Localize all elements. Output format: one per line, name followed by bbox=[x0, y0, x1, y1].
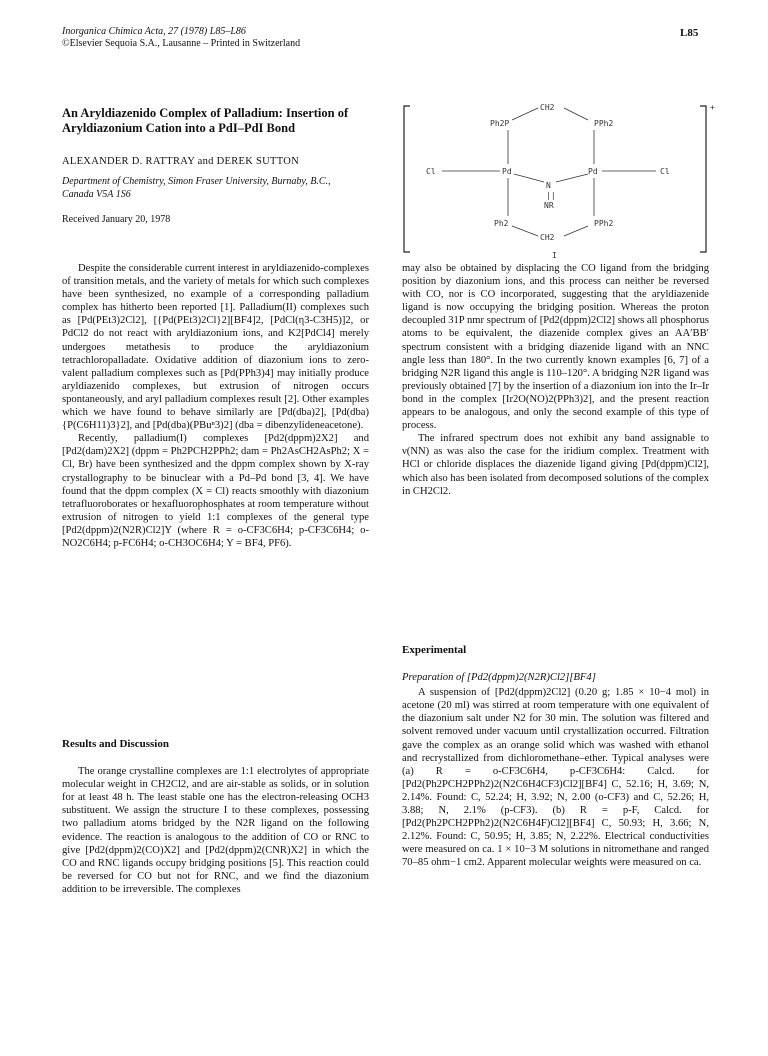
nr-label: NR bbox=[544, 201, 554, 210]
ph2-bottom-left-label: Ph2 bbox=[494, 219, 509, 228]
preparation-heading: Preparation of [Pd2(dppm)2(N2R)Cl2][BF4] bbox=[402, 672, 596, 684]
publisher-line: ©Elsevier Sequoia S.A., Lausanne – Printed in Switzerland bbox=[62, 38, 301, 49]
intro-column bbox=[62, 262, 369, 550]
cl-left-label: Cl bbox=[426, 167, 436, 176]
pph2-top-right-label: PPh2 bbox=[594, 119, 614, 128]
received-date: Received January 20, 1978 bbox=[62, 214, 171, 225]
pd-left-label: Pd bbox=[502, 167, 512, 176]
article-title: An Aryldiazenido Complex of Palladium: Insertion of Aryldiazonium Cation into a PdI–PdI Bond bbox=[62, 106, 349, 135]
experimental-paragraph: A suspension of [Pd2(dppm)2Cl2] (0.20 g; 1.85 × 10−4 mol) in acetone (20 ml) was stirred at room temperature with one equivalent of the diazonium salt under N2 for 30 min. The solution was filtered and solvent removed under vacuum until crystallization occurred. Filtration gave the complex as an orange solid which was washed with ethanol and recrystallized from dichloromethane–ether. Typical analyses were (a) R = o-CF3C6H4, p-CF3C6H4: Calcd. for [Pd2(Ph2PCH2PPh2)2(N2C6H4CF3)Cl2][BF4] C, 52.16; H, 3.69; N, 2.14%. Found: C, 52.24; H, 3.92; N, 2.00 (o-CF3) and C, 52.26; H, 3.88; N, 2.1% (p-CF3). (b) R = p-F, Calcd. for [Pd2(Ph2PCH2PPh2)2(N2C6H4F)Cl2][BF4] C, 50.93; H, 3.66; N, 2.12%. Found: C, 50.95; H, 3.85; N, 2.22%. Electrical conductivities were measured on ca. 1 × 10−3 M solutions in nitromethane and ranged 70–85 ohm−1 cm2. Apparent molecular weights were measured on ca. bbox=[402, 687, 709, 869]
bridging-n-label: N bbox=[546, 181, 551, 190]
results-paragraph: The orange crystalline complexes are 1:1 electrolytes of appropriate molecular weight in CH2Cl2, and are air-stable as solids, or in solution for at least 48 h. The least stable one has the electron-releasing OCH3 substituent. We assign the structure I to these complexes, possessing two palladium atoms bridged by the N2R ligand on the following evidence. The reaction is analogous to the addition of CO or RNC to give [Pd2(dppm)2(CO)X2] and [Pd2(dppm)2(CNR)X2] in which the CO and RNC ligands occupy bridging positions [5]. This reaction could be reversed for CO but not for RNC, and we find the diazonium addition to be irreversible. The complexes bbox=[62, 766, 369, 895]
page-number: L85 bbox=[680, 27, 699, 39]
results-heading: Results and Discussion bbox=[62, 738, 169, 750]
right-bracket bbox=[700, 106, 706, 252]
structure-label: I bbox=[552, 251, 557, 260]
pph2-bottom-right-label: PPh2 bbox=[594, 219, 614, 228]
ch2-top-label: CH2 bbox=[540, 103, 555, 112]
journal-citation bbox=[62, 26, 300, 50]
cl-right-label: Cl bbox=[660, 167, 670, 176]
ph2p-top-left-label: Ph2P bbox=[490, 119, 510, 128]
intro-paragraph-2: Recently, palladium(I) complexes [Pd2(dppm)2X2] and [Pd2(dam)2X2] (dppm = Ph2PCH2PPh2; dam = Ph2AsCH2AsPh2; X = Cl, Br) have been synthesized and the dppm complex shown by X-ray crystallography to be binuclear with a Pd–Pd bond [3, 4]. We have found that the dppm complex (X = Cl) reacts smoothly with diazonium tetrafluoroborates or hexafluorophosphates at room temperature without extrusion of nitrogen to yield 1:1 complexes of the general type [Pd2(dppm)2(N2R)Cl2]Y (where R = o-CF3C6H4; p-CF3C6H4; o-NO2C6H4; p-FC6H4; o-CH3OC6H4; Y = BF4, PF6). bbox=[62, 433, 369, 549]
charge-label: + bbox=[710, 103, 715, 112]
left-bracket bbox=[404, 106, 410, 252]
author-affiliation: Department of Chemistry, Simon Fraser University, Burnaby, B.C., Canada V5A 1S6 bbox=[62, 176, 331, 200]
ch2-bottom-label: CH2 bbox=[540, 233, 555, 242]
discussion-paragraph-1: may also be obtained by displacing the CO ligand from the bridging position by diazonium ions, and this process can neither be reversed with CO, nor is CO incorporated, suggesting that the aryldiazenide ligand is now occupying the bridging position. Whereas the proton decoupled 31P nmr spectrum of [Pd2(dppm)2Cl2] shows all phosphorus atoms to be equivalent, the diazenide complex gives an AA′BB′ spectrum consistent with a bridging diazenide ligand with an NNC angle less than 180°. In the two currently known examples [6, 7] of a bridging N2R ligand this angle is 110–120°. A bridging N2R ligand was previously obtained [7] by the insertion of a diazonium ion into the Ir–Ir bond in the complex [Ir2O(NO)2(PPh3)2], and the present reaction appears to be analogous, and only the second example of this type of process. bbox=[402, 263, 709, 432]
structure-diagram bbox=[402, 100, 718, 260]
results-section bbox=[62, 738, 369, 896]
discussion-paragraph-2: The infrared spectrum does not exhibit any band assignable to ν(NN) as was also the case for the iridium complex. Treatment with HCl or chloride displaces the diazenide ligand giving [Pd(dppm)Cl2], which also has been isolated from decomposed solutions of the complex in CH2Cl2. bbox=[402, 433, 709, 497]
experimental-heading: Experimental bbox=[402, 644, 467, 656]
article-authors: ALEXANDER D. RATTRAY and DEREK SUTTON bbox=[62, 156, 300, 167]
intro-paragraph-1: Despite the considerable current interest in aryldiazenido-complexes of transition metals, and the variety of metals for which such complexes have been synthesized, no example of a corresponding palladium complex has hitherto been reported [1]. Palladium(II) complexes such as [Pd(PEt3)2Cl2], [{Pd(PEt3)2Cl}2][BF4]2, [PdCl(η3-C3H5)]2, or PdCl2 do not react with aryldiazonium ions, and K2[PdCl4] merely undergoes metathesis to produce the aryldiazonium tetrachloropalladate. Oxidative addition of diazonium ions to zero-valent palladium complexes such as [Pd(PPh3)4] may initially produce aryldiazenido complexes, but extrusion of nitrogen occurs spontaneously, and aryl palladium complexes result [2]. Other examples which we have found to behave similarly are [Pd(dba)2], [Pd(dba){P(C6H11)3}2], and [Pd(dba)(PBuⁿ3)2] (dba = dibenzylideneacetone). bbox=[62, 263, 369, 432]
nn-double-bond: || bbox=[546, 191, 556, 200]
pd-right-label: Pd bbox=[588, 167, 598, 176]
journal-line: Inorganica Chimica Acta, 27 (1978) L85–L86 bbox=[62, 26, 246, 37]
discussion-column bbox=[402, 262, 709, 498]
experimental-section bbox=[402, 644, 709, 870]
